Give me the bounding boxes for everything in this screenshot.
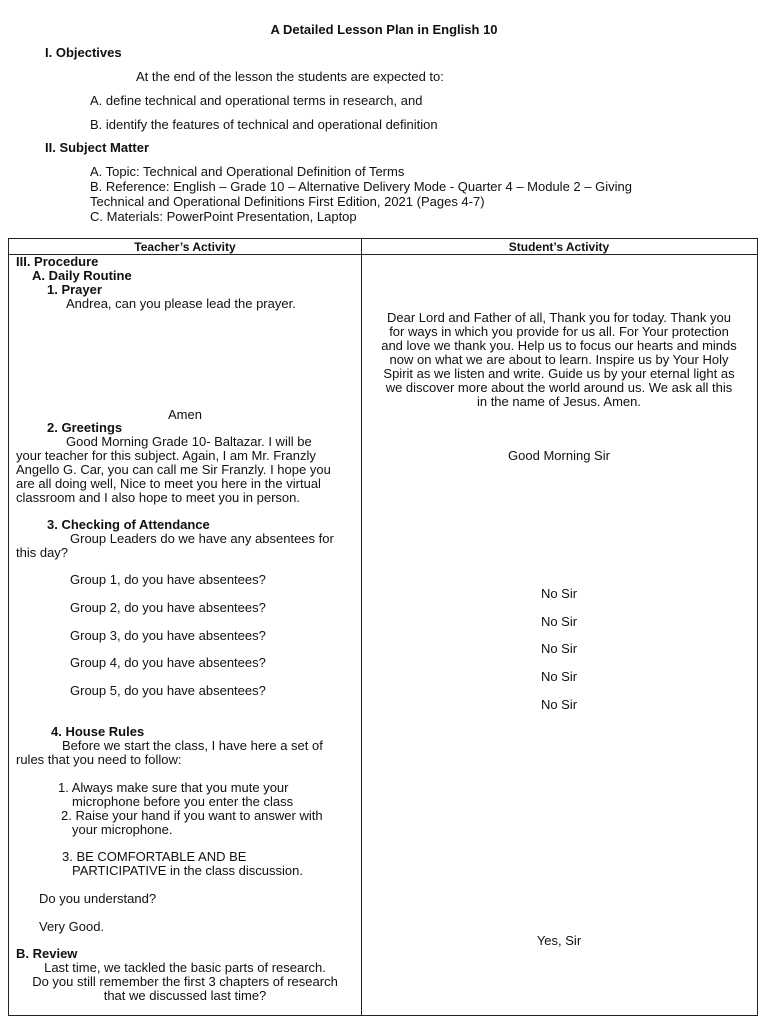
- group-question: Group 1, do you have absentees?: [70, 572, 266, 587]
- group-question: Group 3, do you have absentees?: [70, 628, 266, 643]
- very-good-text: Very Good.: [39, 919, 105, 934]
- review-line: Last time, we tackled the basic parts of research.: [44, 960, 326, 975]
- subject-topic: A. Topic: Technical and Operational Definition of Terms: [90, 164, 405, 179]
- greetings-line: Good Morning Grade 10- Baltazar. I will be: [66, 434, 312, 449]
- attendance-heading: 3. Checking of Attendance: [47, 517, 210, 532]
- prayer-heading: 1. Prayer: [47, 282, 102, 297]
- rule-item: 2. Raise your hand if you want to answer with: [61, 808, 323, 823]
- house-rules-line: Before we start the class, I have here a set of: [62, 738, 323, 753]
- subject-matter-heading: II. Subject Matter: [45, 140, 150, 155]
- teacher-activity-header: Teacher’s Activity: [134, 240, 236, 254]
- subject-reference-line1: B. Reference: English – Grade 10 – Alternative Delivery Mode - Quarter 4 – Module 2 – Giving: [90, 179, 632, 194]
- greetings-line: your teacher for this subject. Again, I am Mr. Franzly: [16, 448, 316, 463]
- student-prayer-line: and love we thank you. Help us to focus our hearts and minds: [381, 338, 737, 353]
- student-prayer-line: in the name of Jesus. Amen.: [476, 394, 642, 409]
- group-question: Group 5, do you have absentees?: [70, 683, 266, 698]
- student-prayer-line: for ways in which you provide for us all. For Your protection: [389, 324, 729, 339]
- document-title: A Detailed Lesson Plan in English 10: [270, 22, 498, 37]
- student-group-reply: No Sir: [540, 614, 578, 629]
- subject-materials: C. Materials: PowerPoint Presentation, Laptop: [90, 209, 357, 224]
- rule-item: PARTICIPATIVE in the class discussion.: [72, 863, 303, 878]
- student-group-reply: No Sir: [540, 669, 578, 684]
- student-greeting-reply: Good Morning Sir: [508, 448, 610, 463]
- procedure-heading: III. Procedure: [16, 254, 99, 269]
- student-prayer-line: now on what we are about to learn. Inspire us by Your Holy: [389, 352, 729, 367]
- rule-item: your microphone.: [72, 822, 173, 837]
- student-activity-header: Student’s Activity: [508, 240, 610, 254]
- greetings-line: classroom and I also hope to meet you in person.: [16, 490, 300, 505]
- greetings-line: are all doing well, Nice to meet you here in the virtual: [16, 476, 321, 491]
- review-heading: B. Review: [16, 946, 78, 961]
- prayer-text: Andrea, can you please lead the prayer.: [66, 296, 296, 311]
- rule-item: 1. Always make sure that you mute your: [58, 780, 289, 795]
- header-divider: [9, 254, 757, 255]
- activity-table: [8, 238, 758, 1016]
- objective-item-a: A. define technical and operational terms in research, and: [90, 93, 423, 108]
- student-prayer-line: we discover more about the world around us. We ask all this: [385, 380, 733, 395]
- objectives-heading: I. Objectives: [45, 45, 122, 60]
- amen-text: Amen: [168, 407, 202, 422]
- student-group-reply: No Sir: [540, 641, 578, 656]
- subject-reference-line2: Technical and Operational Definitions First Edition, 2021 (Pages 4-7): [90, 194, 485, 209]
- student-prayer-line: Spirit as we listen and write. Guide us by your eternal light as: [383, 366, 735, 381]
- house-rules-line: rules that you need to follow:: [16, 752, 182, 767]
- greetings-line: Angello G. Car, you can call me Sir Franzly. I hope you: [16, 462, 331, 477]
- student-group-reply: No Sir: [540, 586, 578, 601]
- objectives-intro: At the end of the lesson the students are expected to:: [136, 69, 444, 84]
- greetings-heading: 2. Greetings: [47, 420, 123, 435]
- attendance-line: Group Leaders do we have any absentees for: [70, 531, 334, 546]
- objective-item-b: B. identify the features of technical and operational definition: [90, 117, 438, 132]
- group-question: Group 2, do you have absentees?: [70, 600, 266, 615]
- review-line: Do you still remember the first 3 chapters of research: [32, 974, 338, 989]
- student-prayer-line: Dear Lord and Father of all, Thank you for today. Thank you: [387, 310, 731, 325]
- rule-item: microphone before you enter the class: [72, 794, 294, 809]
- attendance-line: this day?: [16, 545, 69, 560]
- group-question: Group 4, do you have absentees?: [70, 655, 266, 670]
- daily-routine-heading: A. Daily Routine: [32, 268, 132, 283]
- house-rules-heading: 4. House Rules: [51, 724, 145, 739]
- student-group-reply: No Sir: [540, 697, 578, 712]
- understand-question: Do you understand?: [39, 891, 157, 906]
- rule-item: 3. BE COMFORTABLE AND BE: [62, 849, 247, 864]
- student-yes-sir: Yes, Sir: [536, 933, 582, 948]
- review-line: that we discussed last time?: [103, 988, 267, 1003]
